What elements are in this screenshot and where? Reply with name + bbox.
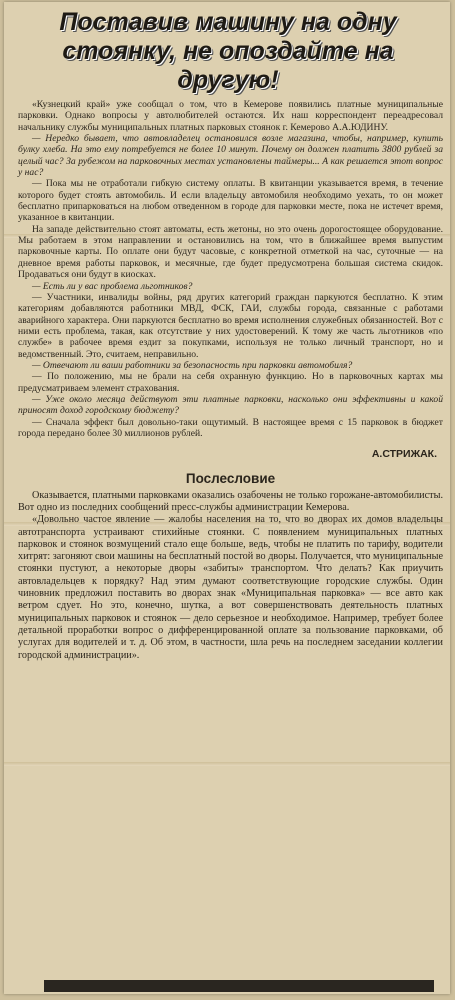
interview-answer: На западе действительно стоят автоматы, есть жетоны, но это очень дорогостоящее оборудование. Мы работаем в этом направлении и остановились на том, что в ближайшее время выпустим парковочные карты. По оплате они будут часовые, с конкретной отметкой на час, суточные — на дневное время работы парковок, и месячные, где будет предусмотрена большая система скидок. Продаваться они будут в киосках. [18,223,443,281]
bottom-rule [44,980,434,992]
interview-question: — Нередко бывает, что автовладелец остановился возле магазина, чтобы, например, купить булку хлеба. На это ему потребуется не более 10 минут. Почему он должен платить 3800 рублей за целый час? За рубежом на парковочных местах установлены таймеры... А как решается этот вопрос у нас? [18,133,443,179]
interview-question: — Есть ли у вас проблема льготников? [32,280,193,292]
afterword-title: Послесловие [185,470,276,486]
interview-answer: — Пока мы не отработали гибкую систему оплаты. В квитанции указывается время, в течение которого будет стоять автомобиль. И если владельцу автомобиля необходимо уехать, то он может бесплатно припарковаться на любом отведенном в городе для парковки месте, пока не истечет время, указанное в квитанции. [18,178,443,224]
interview-answer: — По положению, мы не брали на себя охранную функцию. Но в парковочных картах мы предусматриваем элемент страхования. [18,371,443,394]
afterword-section [18,490,443,662]
article-paragraph: «Кузнецкий край» уже сообщал о том, что в Кемерове появились платные муниципальные парковки. Однако вопросы у автолюбителей остаются. Их наш корреспондент переадресовал начальнику службы муниципальных платных парковых стоянок г. Кемерово А.А.ЮДИНУ. [18,99,443,133]
afterword-paragraph: «Довольно частое явление — жалобы населения на то, что во дворах их домов владельцы автотранспорта устраивают стихийные стоянки. С появлением муниципальных платных парковок и стоянок возмущений стало еще больше, ведь, чтобы не платить по тарифу, водители хитрят: загоняют свои машины на бесплатный постой во дворы. Получается, что муниципальные стоянки пустуют, а некоторые дворы «забиты» транспортом. Что делать? Как приучить автовладельцев к порядку? Над этим думают соответствующие городские службы. Один чиновник предложил поставить во дворах знак «Муниципальная парковка» — все авто как ветром сдует. Но это, конечно, шутка, а вот совершенствовать деятельность платных муниципальных парковок и стоянок — дело серьезное и необходимое. Например, требует более детальной проработки вопрос о дифференцированной оплате за пользование парковками, об услугах для водителей и т. д. Об этом, в частности, шла речь на последнем заседании коллегии городской администрации». [18,514,443,661]
article-body [18,99,443,662]
interview-question: — Отвечают ли ваши работники за безопасность при парковки автомобиля? [32,359,353,371]
newspaper-clipping [4,2,450,994]
interview-question: — Уже около месяца действуют эти платные парковки, насколько они эффективны и какой приносят доход городскому бюджету? [18,393,443,417]
author-signature: А.СТРИЖАК. [371,448,437,461]
paper-crease [4,762,450,766]
afterword-paragraph: Оказывается, платными парковками оказались озабочены не только горожане-автомобилисты. Вот одно из последних сообщений пресс-службы администрации Кемерова. [18,489,443,513]
article-headline: Поставив машину на одну стоянку, не опоздайте на другую! [59,8,397,94]
interview-answer: — Участники, инвалиды войны, ряд других категорий граждан паркуются бесплатно. К этим категориям добавляются работники МВД, ФСК, ГАИ, службы города, связанные с работами аварийного характера. Они паркуются бесплатно во время исполнения служебных обязанностей. Вот с ними есть проблема, такая, как отсутствие у них удостоверений. К тому же часть льготников «по службе» в рабочее время ездит за покупками, используя не только личный транспорт, но и ведомственный. Это, считаем, неправильно. [18,291,443,360]
interview-answer: — Сначала эффект был довольно-таки ощутимый. В настоящее время с 15 парковок в бюджет города передано более 30 миллионов рублей. [18,416,443,439]
